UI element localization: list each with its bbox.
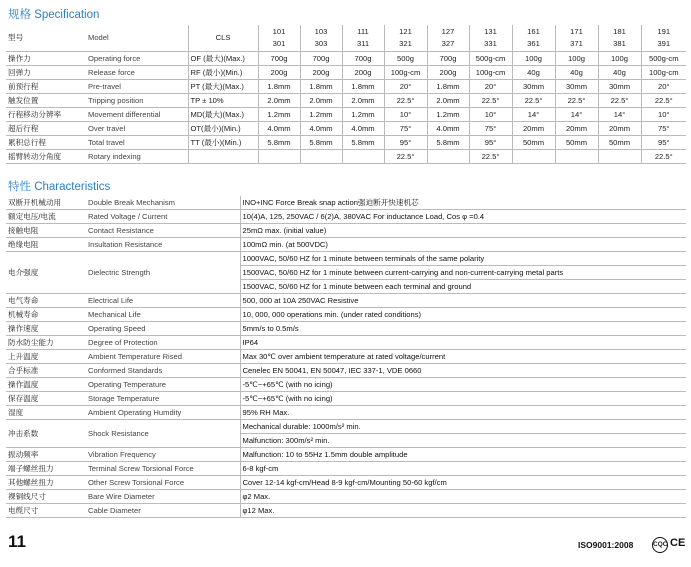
cqc-certification-mark: CQC (652, 537, 668, 553)
spec-cell: 100g-cm (641, 66, 686, 80)
characteristic-value: Max 30℃ over ambient temperature at rated voltage/current (240, 350, 686, 364)
spec-cell: 20° (469, 80, 512, 94)
spec-cell: 22.5° (555, 94, 598, 108)
spec-row (6, 108, 686, 122)
spec-cell: 200g (258, 66, 300, 80)
spec-cell: 5.8mm (427, 136, 469, 150)
spec-cell: 700g (258, 52, 300, 66)
spec-cell: 30mm (598, 80, 641, 94)
spec-cell: 5.8mm (342, 136, 384, 150)
characteristic-label-en: Ambient Operating Humdity (86, 406, 240, 420)
spec-header-model (641, 25, 686, 52)
spec-cell: 14° (512, 108, 555, 122)
model-number-top: 191 (657, 27, 671, 36)
characteristics-row (6, 350, 686, 364)
spec-header-model (258, 25, 300, 52)
spec-cell: 50mm (555, 136, 598, 150)
spec-cell: 22.5° (469, 150, 512, 164)
spec-cell (300, 150, 342, 164)
characteristic-label-en: Other Screw Torsional Force (86, 476, 240, 490)
spec-row-label-en: Tripping position (86, 94, 188, 108)
characteristics-row (6, 448, 686, 462)
spec-header-model (427, 25, 469, 52)
spec-row-label-en: Total travel (86, 136, 188, 150)
spec-cell (512, 150, 555, 164)
spec-cell: 100g (598, 52, 641, 66)
spec-cell: 1.2mm (342, 108, 384, 122)
characteristic-label-en: Double Break Mechanism (86, 196, 240, 210)
spec-cell (598, 150, 641, 164)
spec-row-cls: MD(最大)(Max.) (188, 108, 258, 122)
spec-cell: 500g-cm (469, 52, 512, 66)
model-number-top: 181 (613, 27, 626, 36)
model-number-bottom: 301 (272, 39, 286, 48)
characteristic-label-en: Mechanical Life (86, 308, 240, 322)
model-number-bottom: 303 (314, 39, 328, 48)
characteristic-label-en: Rated Voltage / Current (86, 210, 240, 224)
characteristic-label-zh: 其他螺丝扭力 (6, 476, 86, 490)
spec-header-model (384, 25, 427, 52)
characteristics-row (6, 336, 686, 350)
spec-cell: 100g-cm (384, 66, 427, 80)
spec-row-cls: PT (最大)(Max.) (188, 80, 258, 94)
spec-cell: 1.8mm (258, 80, 300, 94)
spec-header-label-zh: 型号 (6, 25, 86, 52)
characteristic-value: Malfunction: 300m/s² min. (240, 434, 686, 448)
spec-cell: 75° (384, 122, 427, 136)
spec-cell: 500g-cm (641, 52, 686, 66)
ce-mark: CE (670, 537, 686, 549)
spec-cell: 20mm (598, 122, 641, 136)
spec-row-label-zh: 行程移动分辨率 (6, 108, 86, 122)
characteristic-label-en: Operating Temperature (86, 378, 240, 392)
characteristic-label-zh: 电介强度 (6, 252, 86, 294)
spec-cell: 5.8mm (300, 136, 342, 150)
characteristic-label-en: Storage Temperature (86, 392, 240, 406)
spec-cell: 200g (427, 66, 469, 80)
characteristic-value: Mechanical durable: 1000m/s² min. (240, 420, 686, 434)
spec-cell: 200g (300, 66, 342, 80)
characteristics-title-en: Characteristics (34, 181, 111, 193)
characteristic-label-en: Ambient Temperature Rised (86, 350, 240, 364)
model-number-top: 161 (527, 27, 540, 36)
model-number-bottom: 311 (356, 39, 370, 48)
spec-row-label-en: Rotary indexing (86, 150, 188, 164)
spec-cell: 75° (641, 122, 686, 136)
spec-cell: 75° (469, 122, 512, 136)
characteristic-value: INO+INC Force Break snap action强迫断开快速机芯 (240, 196, 686, 210)
model-number-bottom: 331 (484, 39, 497, 48)
spec-cell: 100g (555, 52, 598, 66)
spec-cell: 2.0mm (300, 94, 342, 108)
characteristic-label-en: Terminal Screw Torsional Force (86, 462, 240, 476)
characteristic-value: 10, 000, 000 operations min. (under rated conditions) (240, 308, 686, 322)
spec-row-label-zh: 摇臂转动分角度 (6, 150, 86, 164)
characteristics-row (6, 238, 686, 252)
spec-row-label-en: Release force (86, 66, 188, 80)
spec-cell: 20mm (512, 122, 555, 136)
spec-table (6, 25, 686, 164)
characteristic-label-zh: 保存温度 (6, 392, 86, 406)
spec-cell: 2.0mm (258, 94, 300, 108)
model-number-bottom: 327 (441, 39, 455, 48)
characteristic-value: 5mm/s to 0.5m/s (240, 322, 686, 336)
spec-row-label-zh: 回弹力 (6, 66, 86, 80)
characteristics-row (6, 420, 686, 434)
characteristic-value: Cover 12-14 kgf-cm/Head 8-9 kgf-cm/Mounting 50-60 kgf/cm (240, 476, 686, 490)
characteristics-row (6, 252, 686, 266)
spec-cell: 20° (384, 80, 427, 94)
characteristic-label-en: Vibration Frequency (86, 448, 240, 462)
spec-header-model (469, 25, 512, 52)
spec-cell: 100g-cm (469, 66, 512, 80)
spec-cell: 10° (384, 108, 427, 122)
characteristic-value: IP64 (240, 336, 686, 350)
spec-cell: 10° (641, 108, 686, 122)
spec-cell: 22.5° (641, 94, 686, 108)
characteristic-value: 6-8 kgf-cm (240, 462, 686, 476)
characteristic-label-en: Bare Wire Diameter (86, 490, 240, 504)
characteristic-label-zh: 机械寿命 (6, 308, 86, 322)
characteristic-value: 25mΩ max. (initial value) (240, 224, 686, 238)
characteristic-label-zh: 合乎标准 (6, 364, 86, 378)
characteristic-label-zh: 裸铜线尺寸 (6, 490, 86, 504)
spec-row-label-en: Pre-travel (86, 80, 188, 94)
spec-header-label-en: Model (86, 25, 188, 52)
model-number-top: 121 (399, 27, 412, 36)
characteristic-value: -5℃~+65℃ (with no icing) (240, 378, 686, 392)
spec-title-en: Specification (34, 9, 100, 21)
spec-cell: 1.8mm (342, 80, 384, 94)
characteristic-label-zh: 操作速度 (6, 322, 86, 336)
characteristic-label-zh: 额定电压/电流 (6, 210, 86, 224)
spec-cell: 14° (555, 108, 598, 122)
spec-header-cls: CLS (188, 25, 258, 52)
characteristic-label-zh: 绝缘电阻 (6, 238, 86, 252)
spec-cell (427, 150, 469, 164)
spec-row (6, 66, 686, 80)
characteristic-value: -5℃~+65℃ (with no icing) (240, 392, 686, 406)
spec-cell: 500g (384, 52, 427, 66)
characteristics-row (6, 476, 686, 490)
characteristic-label-en: Shock Resistance (86, 420, 240, 448)
characteristics-row (6, 196, 686, 210)
model-number-top: 131 (484, 27, 497, 36)
spec-section-title (8, 6, 99, 22)
spec-cell: 4.0mm (258, 122, 300, 136)
spec-cell: 1.2mm (300, 108, 342, 122)
spec-cell: 1.2mm (258, 108, 300, 122)
spec-title-zh: 规格 (8, 9, 31, 21)
characteristics-title-zh: 特性 (8, 181, 31, 193)
characteristic-label-en: Operating Speed (86, 322, 240, 336)
spec-header-model (300, 25, 342, 52)
characteristics-row (6, 294, 686, 308)
spec-cell: 200g (342, 66, 384, 80)
spec-row (6, 122, 686, 136)
characteristic-label-en: Degree of Protection (86, 336, 240, 350)
spec-row-label-en: Operating force (86, 52, 188, 66)
spec-row-label-zh: 触发位置 (6, 94, 86, 108)
spec-cell: 22.5° (512, 94, 555, 108)
characteristics-row (6, 224, 686, 238)
characteristics-row (6, 490, 686, 504)
spec-cell: 22.5° (598, 94, 641, 108)
spec-cell: 1.8mm (300, 80, 342, 94)
spec-header-model (555, 25, 598, 52)
characteristic-value: 1500VAC, 50/60 HZ for 1 minute between each terminal and ground (240, 280, 686, 294)
characteristics-row (6, 210, 686, 224)
characteristics-row (6, 308, 686, 322)
spec-cell: 20° (641, 80, 686, 94)
spec-cell: 700g (300, 52, 342, 66)
spec-row-cls: TP ± 10% (188, 94, 258, 108)
spec-cell: 2.0mm (342, 94, 384, 108)
spec-cell: 10° (469, 108, 512, 122)
model-number-top: 103 (314, 27, 328, 36)
characteristic-value: 1500VAC, 50/60 HZ for 1 minute between current-carrying and non-current-carrying metal parts (240, 266, 686, 280)
model-number-top: 111 (357, 27, 369, 36)
model-number-bottom: 381 (613, 39, 626, 48)
characteristic-value: φ2 Max. (240, 490, 686, 504)
spec-cell: 22.5° (641, 150, 686, 164)
characteristics-section-title (8, 178, 110, 194)
spec-cell: 50mm (598, 136, 641, 150)
spec-cell: 22.5° (384, 94, 427, 108)
iso-certification: ISO9001:2008 (578, 540, 634, 550)
characteristic-value: 500, 000 at 10A 250VAC Resistive (240, 294, 686, 308)
characteristic-label-en: Dielectric Strength (86, 252, 240, 294)
spec-header-model (342, 25, 384, 52)
characteristics-row (6, 462, 686, 476)
spec-cell (258, 150, 300, 164)
spec-row-label-en: Movement differential (86, 108, 188, 122)
characteristic-label-zh: 振动频率 (6, 448, 86, 462)
characteristics-row (6, 378, 686, 392)
spec-cell: 30mm (555, 80, 598, 94)
spec-cell: 4.0mm (342, 122, 384, 136)
characteristic-label-zh: 电缆尺寸 (6, 504, 86, 518)
spec-cell: 30mm (512, 80, 555, 94)
spec-header-model (512, 25, 555, 52)
characteristic-label-en: Cable Diameter (86, 504, 240, 518)
model-number-bottom: 371 (570, 39, 583, 48)
spec-cell: 50mm (512, 136, 555, 150)
characteristic-value: 100mΩ min. (at 500VDC) (240, 238, 686, 252)
characteristic-label-zh: 双断开机械动用 (6, 196, 86, 210)
spec-row-label-zh: 操作力 (6, 52, 86, 66)
spec-cell: 40g (555, 66, 598, 80)
spec-row (6, 80, 686, 94)
characteristic-value: φ12 Max. (240, 504, 686, 518)
spec-cell: 700g (342, 52, 384, 66)
spec-row-label-en: Over travel (86, 122, 188, 136)
characteristics-row (6, 322, 686, 336)
spec-cell: 22.5° (384, 150, 427, 164)
characteristics-row (6, 406, 686, 420)
spec-header-row (6, 25, 686, 52)
characteristic-value: Cenelec EN 50041, EN 50047, IEC 337-1, VDE 0660 (240, 364, 686, 378)
characteristics-row (6, 504, 686, 518)
model-number-top: 171 (570, 27, 583, 36)
characteristics-row (6, 364, 686, 378)
spec-cell: 2.0mm (427, 94, 469, 108)
spec-cell: 5.8mm (258, 136, 300, 150)
spec-cell: 1.8mm (427, 80, 469, 94)
spec-cell (342, 150, 384, 164)
spec-cell: 1.2mm (427, 108, 469, 122)
characteristic-label-en: Contact Resistance (86, 224, 240, 238)
spec-row (6, 136, 686, 150)
spec-cell (555, 150, 598, 164)
characteristic-value: 95% RH Max. (240, 406, 686, 420)
spec-row (6, 94, 686, 108)
spec-cell: 20mm (555, 122, 598, 136)
spec-cell: 4.0mm (427, 122, 469, 136)
spec-row (6, 52, 686, 66)
characteristic-label-zh: 防水防尘能力 (6, 336, 86, 350)
spec-row-cls: RF (最小)(Min.) (188, 66, 258, 80)
characteristic-label-en: Insultation Resistance (86, 238, 240, 252)
characteristic-label-zh: 湿度 (6, 406, 86, 420)
page-number: 11 (8, 532, 26, 551)
characteristic-label-zh: 操作温度 (6, 378, 86, 392)
model-number-top: 101 (272, 27, 286, 36)
characteristic-label-zh: 接触电阻 (6, 224, 86, 238)
characteristic-label-zh: 上升温度 (6, 350, 86, 364)
spec-cell: 4.0mm (300, 122, 342, 136)
model-number-bottom: 361 (527, 39, 540, 48)
spec-row-label-zh: 超后行程 (6, 122, 86, 136)
spec-cell: 22.5° (469, 94, 512, 108)
characteristics-row (6, 392, 686, 406)
spec-cell: 95° (469, 136, 512, 150)
spec-cell: 40g (598, 66, 641, 80)
spec-row-cls: OT(最小)(Min.) (188, 122, 258, 136)
characteristic-label-en: Conformed Standards (86, 364, 240, 378)
characteristic-value: 10(4)A, 125, 250VAC / 6(2)A, 380VAC For inductance Load, Cos φ =0.4 (240, 210, 686, 224)
model-number-top: 127 (441, 27, 455, 36)
model-number-bottom: 321 (399, 39, 412, 48)
spec-row-cls (188, 150, 258, 164)
spec-row-label-zh: 累积总行程 (6, 136, 86, 150)
spec-row-cls: TT (最小)(Min.) (188, 136, 258, 150)
spec-cell: 14° (598, 108, 641, 122)
characteristic-label-zh: 冲击系数 (6, 420, 86, 448)
characteristics-table (6, 196, 686, 518)
spec-cell: 95° (641, 136, 686, 150)
spec-cell: 700g (427, 52, 469, 66)
spec-row-cls: OF (最大)(Max.) (188, 52, 258, 66)
model-number-bottom: 391 (657, 39, 671, 48)
characteristic-label-en: Electrical Life (86, 294, 240, 308)
spec-row-label-zh: 前预行程 (6, 80, 86, 94)
spec-cell: 40g (512, 66, 555, 80)
characteristic-label-zh: 端子螺丝扭力 (6, 462, 86, 476)
characteristic-value: 1000VAC, 50/60 HZ for 1 minute between terminals of the same polarity (240, 252, 686, 266)
characteristic-value: Malfunction: 10 to 55Hz 1.5mm double amplitude (240, 448, 686, 462)
spec-cell: 100g (512, 52, 555, 66)
spec-cell: 95° (384, 136, 427, 150)
spec-row (6, 150, 686, 164)
spec-header-model (598, 25, 641, 52)
characteristic-label-zh: 电气寿命 (6, 294, 86, 308)
